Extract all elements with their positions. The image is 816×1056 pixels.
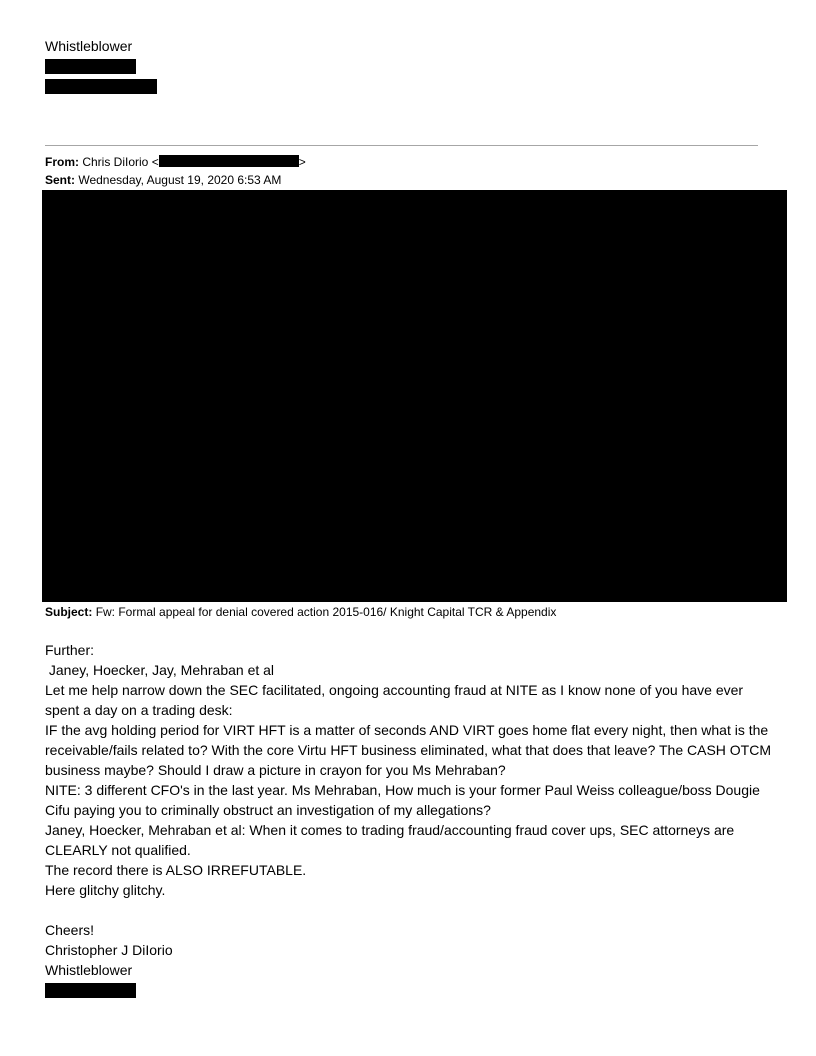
body-line: Let me help narrow down the SEC facilitated, ongoing accounting fraud at NITE as I know none of you have ever spent a day on a trading desk: — [45, 682, 744, 718]
body-line: Here glitchy glitchy. — [45, 882, 166, 898]
redacted-block — [45, 983, 136, 998]
subject-label: Subject: — [45, 605, 93, 619]
from-name: Chris DiIorio < — [82, 155, 159, 169]
sent-label: Sent: — [45, 173, 75, 187]
redacted-email — [159, 155, 299, 167]
signature-title: Whistleblower — [45, 962, 133, 978]
redacted-block — [45, 59, 136, 74]
from-label: From: — [45, 155, 79, 169]
subject-value: Fw: Formal appeal for denial covered action 2015-016/ Knight Capital TCR & Appendix — [95, 605, 557, 619]
from-close: > — [298, 155, 306, 169]
body-line: The record there is ALSO IRREFUTABLE. — [45, 862, 307, 878]
body-line: NITE: 3 different CFO's in the last year. Ms Mehraban, How much is your former Paul Weiss colleague/boss Dougie Cifu paying you to criminally obstruct an investigation of my allegations? — [45, 782, 760, 818]
header-divider — [45, 145, 758, 146]
sent-value: Wednesday, August 19, 2020 6:53 AM — [78, 173, 282, 187]
signature-name: Christopher J DiIorio — [45, 942, 173, 958]
signoff: Cheers! — [45, 922, 95, 938]
body-line: Further: — [45, 642, 95, 658]
redacted-recipients-block — [42, 190, 787, 602]
body-line: Janey, Hoecker, Mehraban et al: When it comes to trading fraud/accounting fraud cover ups, SEC attorneys are CLEARLY not qualified. — [45, 822, 735, 858]
email-body — [45, 640, 780, 980]
sender-title: Whistleblower — [45, 38, 133, 54]
from-line — [45, 155, 306, 170]
subject-line — [45, 605, 556, 620]
sent-line — [45, 173, 281, 188]
body-line: IF the avg holding period for VIRT HFT is a matter of seconds AND VIRT goes home flat every night, then what is the receivable/fails related to? With the core Virtu HFT business eliminated, what that does that leave? The CASH OTCM business maybe? Should I draw a picture in crayon for you Ms Mehraban? — [45, 722, 772, 778]
body-line: Janey, Hoecker, Jay, Mehraban et al — [45, 662, 275, 678]
redacted-block — [45, 79, 157, 94]
